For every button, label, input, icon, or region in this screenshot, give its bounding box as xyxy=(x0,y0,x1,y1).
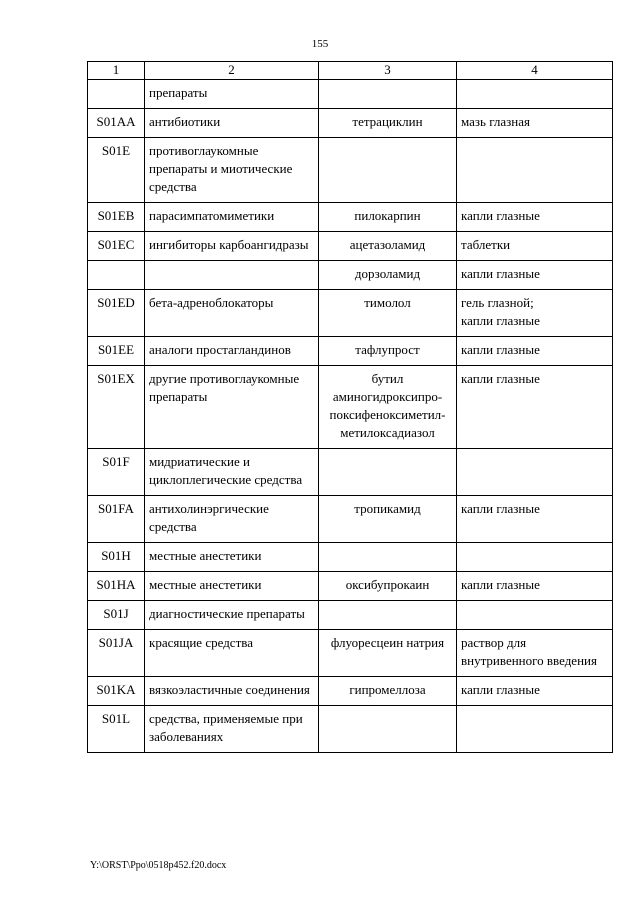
substance-cell: тетрациклин xyxy=(319,109,457,138)
substance-cell xyxy=(319,543,457,572)
dosage-form-cell: мазь глазная xyxy=(457,109,613,138)
dosage-form-cell xyxy=(457,706,613,753)
group-name-cell: ингибиторы карбоангидразы xyxy=(145,232,319,261)
group-name-cell: красящие средства xyxy=(145,630,319,677)
table-row xyxy=(88,706,613,753)
atc-code-cell: S01EC xyxy=(88,232,145,261)
table-row xyxy=(88,449,613,496)
group-name-cell: препараты xyxy=(145,80,319,109)
atc-code-cell: S01E xyxy=(88,138,145,203)
substance-cell: пилокарпин xyxy=(319,203,457,232)
table-row xyxy=(88,261,613,290)
dosage-form-cell: капли глазные xyxy=(457,572,613,601)
atc-code-cell: S01FA xyxy=(88,496,145,543)
dosage-form-cell xyxy=(457,80,613,109)
dosage-form-cell: таблетки xyxy=(457,232,613,261)
group-name-cell: средства, применяемые при заболеваниях xyxy=(145,706,319,753)
group-name-cell: антибиотики xyxy=(145,109,319,138)
dosage-form-cell: капли глазные xyxy=(457,261,613,290)
substance-cell xyxy=(319,706,457,753)
atc-code-cell: S01J xyxy=(88,601,145,630)
table-row xyxy=(88,138,613,203)
dosage-form-cell xyxy=(457,601,613,630)
atc-code-cell: S01AA xyxy=(88,109,145,138)
substance-cell: ацетазоламид xyxy=(319,232,457,261)
column-header: 1 xyxy=(88,62,145,80)
dosage-form-cell xyxy=(457,449,613,496)
atc-code-cell: S01EB xyxy=(88,203,145,232)
table-row xyxy=(88,109,613,138)
dosage-form-cell: капли глазные xyxy=(457,366,613,449)
dosage-form-cell: капли глазные xyxy=(457,337,613,366)
table-body xyxy=(88,80,613,753)
group-name-cell: аналоги простагландинов xyxy=(145,337,319,366)
substance-cell: бутил аминогидроксипро-поксифеноксиметил-метилоксадиазол xyxy=(319,366,457,449)
table-row xyxy=(88,232,613,261)
atc-code-cell: S01EE xyxy=(88,337,145,366)
atc-code-cell: S01HA xyxy=(88,572,145,601)
dosage-form-cell: капли глазные xyxy=(457,496,613,543)
dosage-form-cell xyxy=(457,138,613,203)
substance-cell xyxy=(319,601,457,630)
atc-code-cell: S01H xyxy=(88,543,145,572)
substance-cell: гипромеллоза xyxy=(319,677,457,706)
group-name-cell: диагностические препараты xyxy=(145,601,319,630)
substance-cell xyxy=(319,80,457,109)
group-name-cell: бета-адреноблокаторы xyxy=(145,290,319,337)
substance-cell: оксибупрокаин xyxy=(319,572,457,601)
substance-cell: тимолол xyxy=(319,290,457,337)
group-name-cell xyxy=(145,261,319,290)
table-row xyxy=(88,203,613,232)
dosage-form-cell: раствор для внутривенного введения xyxy=(457,630,613,677)
substance-cell: флуоресцеин натрия xyxy=(319,630,457,677)
dosage-form-cell xyxy=(457,543,613,572)
dosage-form-cell: капли глазные xyxy=(457,203,613,232)
atc-code-cell xyxy=(88,261,145,290)
column-header: 3 xyxy=(319,62,457,80)
column-header: 2 xyxy=(145,62,319,80)
table-header-row xyxy=(88,62,613,80)
atc-code-cell xyxy=(88,80,145,109)
dosage-form-cell: гель глазной; капли глазные xyxy=(457,290,613,337)
dosage-form-cell: капли глазные xyxy=(457,677,613,706)
substance-cell: тропикамид xyxy=(319,496,457,543)
group-name-cell: парасимпатомиметики xyxy=(145,203,319,232)
group-name-cell: антихолинэргические средства xyxy=(145,496,319,543)
substance-cell: дорзоламид xyxy=(319,261,457,290)
group-name-cell: местные анестетики xyxy=(145,543,319,572)
substance-cell xyxy=(319,449,457,496)
group-name-cell: вязкоэластичные соединения xyxy=(145,677,319,706)
group-name-cell: противоглаукомные препараты и миотические средства xyxy=(145,138,319,203)
table-row xyxy=(88,601,613,630)
group-name-cell: другие противоглаукомные препараты xyxy=(145,366,319,449)
group-name-cell: местные анестетики xyxy=(145,572,319,601)
substance-cell xyxy=(319,138,457,203)
page-number: 155 xyxy=(311,38,329,50)
column-header: 4 xyxy=(457,62,613,80)
footer-file-path: Y:\ORST\Ppo\0518p452.f20.docx xyxy=(90,860,227,871)
table-row xyxy=(88,572,613,601)
table-row xyxy=(88,80,613,109)
table-row xyxy=(88,677,613,706)
atc-code-cell: S01ED xyxy=(88,290,145,337)
atc-code-cell: S01JA xyxy=(88,630,145,677)
table-row xyxy=(88,337,613,366)
atc-code-cell: S01L xyxy=(88,706,145,753)
atc-code-cell: S01F xyxy=(88,449,145,496)
atc-code-cell: S01KA xyxy=(88,677,145,706)
substance-cell: тафлупрост xyxy=(319,337,457,366)
table-row xyxy=(88,366,613,449)
group-name-cell: мидриатические и циклоплегические средства xyxy=(145,449,319,496)
table-row xyxy=(88,496,613,543)
table-row xyxy=(88,630,613,677)
atc-code-cell: S01EX xyxy=(88,366,145,449)
table-row xyxy=(88,543,613,572)
table-row xyxy=(88,290,613,337)
drug-classification-table xyxy=(87,61,613,753)
